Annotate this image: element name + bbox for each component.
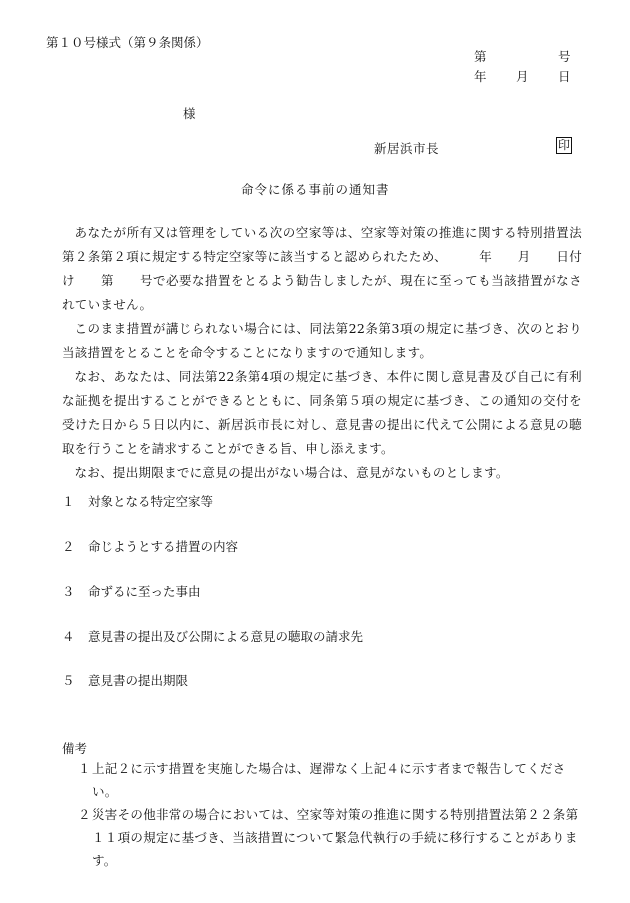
item-label: 意見書の提出期限 [88,673,189,688]
date-month-label: 月 [516,69,529,84]
list-item [62,537,238,555]
list-item [62,671,188,689]
form-label: 第１０号様式（第９条関係） [46,35,209,50]
remark-text: 上記２に示す措置を実施した場合は、遅滞なく上記４に示す者まで報告してください。 [92,761,566,799]
remark-number: １ [78,761,91,776]
list-item [62,627,363,645]
item-label: 対象となる特定空家等 [88,494,214,509]
item-number: １ [62,494,75,509]
body-paragraph: なお、あなたは、同法第22条第4項の規定に基づき、本件に関し意見書及び自己に有利な証拠を提出することができるとともに、同条第５項の規定に基づき、この通知の交付を受けた日から５日以内に、新居浜市長に対し、意見書の提出に代えて公開による意見の聴取を行うことを請求することができる旨、申し添えます。 [62,369,582,456]
remark-number: ２ [78,807,91,822]
remark-item [78,757,583,803]
issuer-name: 新居浜市長 [374,141,440,156]
body-text [62,221,582,485]
item-label: 命ずるに至った事由 [88,584,201,599]
list-item [62,492,213,510]
document-title: 命令に係る事前の通知書 [241,182,390,197]
document-number-suffix: 号 [558,49,571,64]
item-number: ３ [62,584,75,599]
body-paragraph: なお、提出期限までに意見の提出がない場合は、意見がないものとします。 [74,465,509,480]
date-year-label: 年 [474,69,487,84]
document-number-prefix: 第 [474,49,487,64]
body-paragraph: あなたが所有又は管理をしている次の空家等は、空家等対策の推進に関する特別措置法第２条第２項に規定する特定空家等に該当すると認められたため、 年 月 日付け 第 号で必要な措置をとるよう勧告しましたが、現在に至っても当該措置がなされていません。 [62,225,582,312]
item-label: 命じようとする措置の内容 [88,539,239,554]
remark-text: 災害その他非常の場合においては、空家等対策の推進に関する特別措置法第２２条第１１項の規定に基づき、当該措置について緊急代執行の手続に移行することがあります。 [92,807,579,868]
item-label: 意見書の提出及び公開による意見の聴取の請求先 [88,629,364,644]
remarks-heading: 備考 [62,741,88,756]
item-number: ４ [62,629,75,644]
list-item [62,582,201,600]
item-number: ５ [62,673,75,688]
remark-item [78,803,583,872]
addressee-suffix: 様 [183,106,196,121]
seal-mark: 印 [557,138,570,152]
item-number: ２ [62,539,75,554]
date-day-label: 日 [558,69,571,84]
body-paragraph: このまま措置が講じられない場合には、同法第22条第3項の規定に基づき、次のとおり当該措置をとることを命令することになりますので通知します。 [62,321,582,360]
